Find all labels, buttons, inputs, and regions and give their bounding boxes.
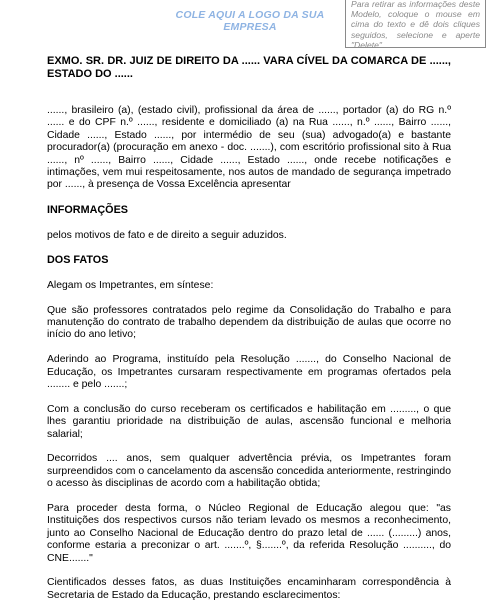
facts-paragraph: Cientificados desses fatos, as duas Instituições encaminharam correspondência à Secretaria de Estado da Educação, prestando esclarecimentos: [47, 577, 451, 601]
facts-paragraph: Com a conclusão do curso receberam os certificados e habilitação em ........., o que lhes garantiu prioridade na distribuição de aulas, ascensão funcional e melhoria salarial; [47, 403, 451, 440]
instruction-note: Para retirar as informações deste Modelo, coloque o mouse em cima do texto e dê dois cliques seguidos, selecione e aperte "Delete" [345, 0, 486, 48]
section-info-text: pelos motivos de fato e de direito a seguir aduzidos. [47, 229, 287, 241]
addressee-heading: EXMO. SR. DR. JUIZ DE DIREITO DA ...... VARA CÍVEL DA COMARCA DE ......, ESTADO DO ...... [47, 55, 451, 80]
facts-paragraph: Para proceder desta forma, o Núcleo Regional de Educação alegou que: "as Instituições dos respectivos cursos não teriam levado os mesmos a reconhecimento, junto ao Conselho Nacional de Educação dentro do prazo letal de ...... (.........) anos, conforme estaria a preconizar o art. .......º, §.......º, da referida Resolução .........., do CNE......." [47, 503, 451, 564]
facts-paragraph: Alegam os Impetrantes, em síntese: [47, 279, 214, 291]
facts-paragraph: Que são professores contratados pelo regime da Consolidação do Trabalho e para manutenção do contrato de trabalho dependem da distribuição de aulas que ocorre no início do ano letivo; [47, 304, 451, 341]
section-facts-title: DOS FATOS [47, 254, 109, 267]
logo-placeholder: COLE AQUI A LOGO DA SUA EMPRESA [175, 9, 325, 33]
facts-paragraph: Aderindo ao Programa, instituído pela Resolução ......., do Conselho Nacional de Educação, os Impetrantes cursaram respectivamente em programas ofertados pela ........ e pelo .......; [47, 354, 451, 391]
qualification-paragraph: ......, brasileiro (a), (estado civil), profissional da área de ......, portador (a) do RG n.º ...... e do CPF n.º ......, residente e domiciliado (a) na Rua ......, n.º ......, Bairro ......, Cidade ......, Estado ......, por intermédio de seu (sua) advogado(a) e bastante procurador(a) (procuração em anexo - doc. .......), com escritório profissional sito à Rua ......, nº ......, Bairro ......, Cidade ......, Estado ......, onde recebe notificações e intimações, vem mui respeitosamente, nos autos de mandado de segurança impetrado por ......, à presença de Vossa Excelência apresentar [47, 105, 451, 191]
section-info-title: INFORMAÇÕES [47, 204, 128, 217]
facts-paragraph: Decorridos .... anos, sem qualquer advertência prévia, os Impetrantes foram surpreendidos com o cancelamento da ascensão concedida anteriormente, restringindo o acesso às disciplinas de acordo com a habilitação obtida; [47, 453, 451, 490]
document-body [47, 55, 451, 615]
